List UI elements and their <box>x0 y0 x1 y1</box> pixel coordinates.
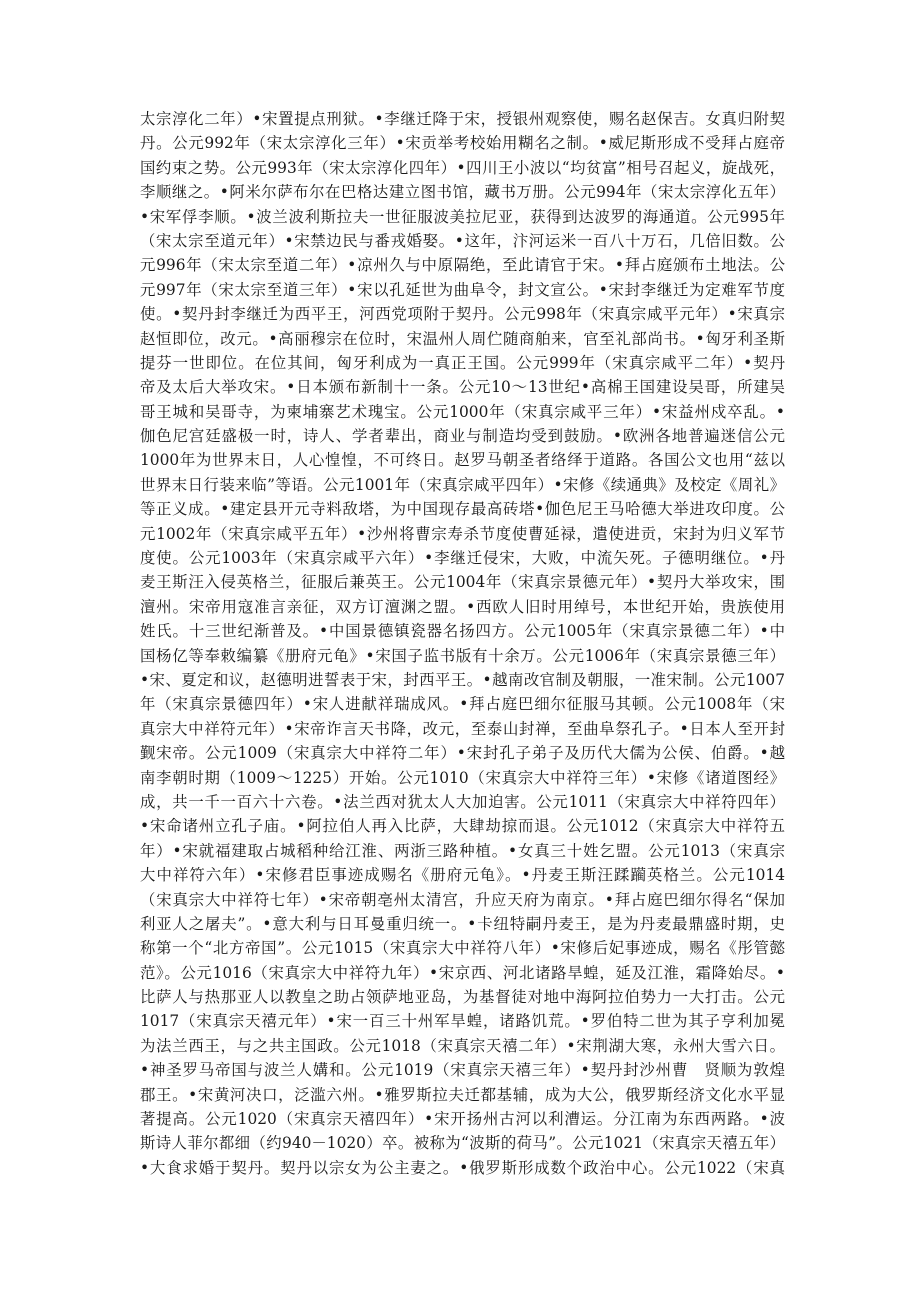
text-line: 南李朝时期（1009～1225）开始。公元1010（宋真宗大中祥符三年）•宋修《诸道图经》 <box>140 768 785 787</box>
text-line: 姓氏。十三世纪渐普及。•中国景德镇瓷器名扬四方。公元1005年（宋真宗景德二年）•中 <box>140 622 785 641</box>
text-line: •宋、夏定和议，赵德明进誓表于宋，封西平王。•越南改官制及朝服，一准宋制。公元1007 <box>140 670 785 689</box>
text-line: 觐宋帝。公元1009（宋真宗大中祥符二年）•宋封孔子弟子及历代大儒为公侯、伯爵。•越 <box>140 744 785 763</box>
text-line: 元1002年（宋真宗咸平五年）•沙州将曹宗寿杀节度使曹延禄，遣使进贡，宋封为归义军节 <box>140 524 785 543</box>
text-line: 真宗大中祥符元年）•宋帝诈言天书降，改元，至泰山封禅，至曲阜祭孔子。•日本人至开封 <box>140 719 785 738</box>
text-line: 称第一个“北方帝国”。公元1015（宋真宗大中祥符八年）•宋修后妃事迹成，赐名《彤管懿 <box>140 939 785 958</box>
text-line: 麦王斯汪入侵英格兰，征服后兼英王。公元1004年（宋真宗景德元年）•契丹大举攻宋，围 <box>140 573 785 592</box>
text-line: 等正义成。•建定县开元寺料敌塔，为中国现存最高砖塔•伽色尼王马哈德大举进攻印度。公 <box>140 500 785 519</box>
text-line: 元997年（宋太宗至道三年）•宋以孔延世为曲阜令，封文宣公。•宋封李继迁为定难军节度 <box>140 280 785 299</box>
text-line: 元996年（宋太宗至道二年）•凉州久与中原隔绝，至此请官于宋。•拜占庭颁布土地法。公 <box>140 256 785 275</box>
text-line: •宋命诸州立孔子庙。•阿拉伯人再入比萨，大肆劫掠而退。公元1012（宋真宗大中祥符五 <box>140 817 785 836</box>
text-line: 1017（宋真宗天禧元年）•宋一百三十州军旱蝗，诸路饥荒。•罗伯特二世为其子亨利加冕 <box>140 1012 785 1031</box>
text-line: 成，共一千一百六十六卷。•法兰西对犹太人大加迫害。公元1011（宋真宗大中祥符四年） <box>140 792 785 811</box>
text-line: 利亚人之屠夫”。•意大利与日耳曼重归统一。•卡纽特嗣丹麦王，是为丹麦最鼎盛时期，史 <box>140 914 785 933</box>
document-body <box>140 107 785 1180</box>
text-line: 丹。公元992年（宋太宗淳化三年）•宋贡举考校始用糊名之制。•威尼斯形成不受拜占庭帝 <box>140 134 785 153</box>
text-line: 1000年为世界末日，人心惶惶，不可终日。赵罗马朝圣者络绎于道路。各国公文也用“兹以 <box>140 451 785 470</box>
text-line: •大食求婚于契丹。契丹以宗女为公主妻之。•俄罗斯形成数个政治中心。公元1022（宋真 <box>140 1158 785 1177</box>
text-line: 郡王。•宋黄河决口，泛滥六州。•雅罗斯拉夫迁都基辅，成为大公，俄罗斯经济文化水平显 <box>140 1085 785 1104</box>
text-line: 国杨亿等奉敕编纂《册府元龟》•宋国子监书版有十余万。公元1006年（宋真宗景德三年） <box>140 646 785 665</box>
text-line: 为法兰西王，与之共主国政。公元1018（宋真宗天禧二年）•宋荆湖大寒，永州大雪六日。 <box>140 1036 785 1055</box>
text-line: 赵恒即位，改元。•高丽穆宗在位时，宋温州人周伫随商舶来，官至礼部尚书。•匈牙利圣斯 <box>140 329 785 348</box>
text-line: 国约束之势。公元993年（宋太宗淳化四年）•四川王小波以“均贫富”相号召起义，旋战死， <box>140 158 785 177</box>
text-line: （宋太宗至道元年）•宋禁边民与番戎婚娶。•这年，汴河运米一百八十万石，几倍旧数。公 <box>140 231 785 250</box>
text-line: 比萨人与热那亚人以教皇之助占领萨地亚岛，为基督徒对地中海阿拉伯势力一大打击。公元 <box>140 988 785 1007</box>
text-line: 哥王城和吴哥寺，为柬埔寨艺术瑰宝。公元1000年（宋真宗咸平三年）•宋益州戍卒乱。• <box>140 402 785 421</box>
text-line: 李顺继之。•阿米尔萨布尔在巴格达建立图书馆，藏书万册。公元994年（宋太宗淳化五年） <box>140 183 785 202</box>
text-line: （宋真宗大中祥符七年）•宋帝朝亳州太清宫，升应天府为南京。•拜占庭巴细尔得名“保加 <box>140 890 785 909</box>
text-line: 提芬一世即位。在位其间，匈牙利成为一真正王国。公元999年（宋真宗咸平二年）•契丹 <box>140 353 785 372</box>
text-line: 使。•契丹封李继迁为西平王，河西党项附于契丹。公元998年（宋真宗咸平元年）•宋真宗 <box>140 305 785 324</box>
text-line: 伽色尼宫廷盛极一时，诗人、学者辈出，商业与制造均受到鼓励。•欧洲各地普遍迷信公元 <box>140 427 785 446</box>
text-line: 大中祥符六年）•宋修君臣事迹成赐名《册府元龟》。•丹麦王斯汪蹂躏英格兰。公元1014 <box>140 866 785 885</box>
text-line: •神圣罗马帝国与波兰人媾和。公元1019（宋真宗天禧三年）•契丹封沙州曹 贤顺为敦煌 <box>140 1061 785 1080</box>
text-line: 世界末日行装来临”等语。公元1001年（宋真宗咸平四年）•宋修《续通典》及校定《周礼》 <box>140 475 785 494</box>
text-line: 范》。公元1016（宋真宗大中祥符九年）•宋京西、河北诸路旱蝗，延及江淮，霜降始尽。• <box>140 963 785 982</box>
text-line: 太宗淳化二年）•宋置提点刑狱。•李继迁降于宋，授银州观察使，赐名赵保吉。女真归附契 <box>140 110 785 128</box>
text-line: •宋军俘李顺。•波兰波利斯拉夫一世征服波美拉尼亚，获得到达波罗的海通道。公元995年 <box>140 207 785 226</box>
text-line: 著提高。公元1020（宋真宗天禧四年）•宋开扬州古河以利漕运。分江南为东西两路。•波 <box>140 1110 785 1129</box>
text-line: 年）•宋就福建取占城稻种给江淮、两浙三路种植。•女真三十姓乞盟。公元1013（宋真宗 <box>140 841 785 860</box>
text-line: 斯诗人菲尔都细（约940－1020）卒。被称为“波斯的荷马”。公元1021（宋真宗天禧五年） <box>140 1134 785 1153</box>
text-line: 度使。公元1003年（宋真宗咸平六年）•李继迁侵宋，大败，中流矢死。子德明继位。•丹 <box>140 549 785 568</box>
text-line: 年（宋真宗景德四年）•宋人进献祥瑞成风。•拜占庭巴细尔征服马其顿。公元1008年（宋 <box>140 695 785 714</box>
text-line: 澶州。宋帝用寇准言亲征，双方订澶渊之盟。•西欧人旧时用绰号，本世纪开始，贵族使用 <box>140 597 785 616</box>
text-line: 帝及太后大举攻宋。•日本颁布新制十一条。公元10～13世纪•高棉王国建设吴哥，所建吴 <box>140 378 785 397</box>
